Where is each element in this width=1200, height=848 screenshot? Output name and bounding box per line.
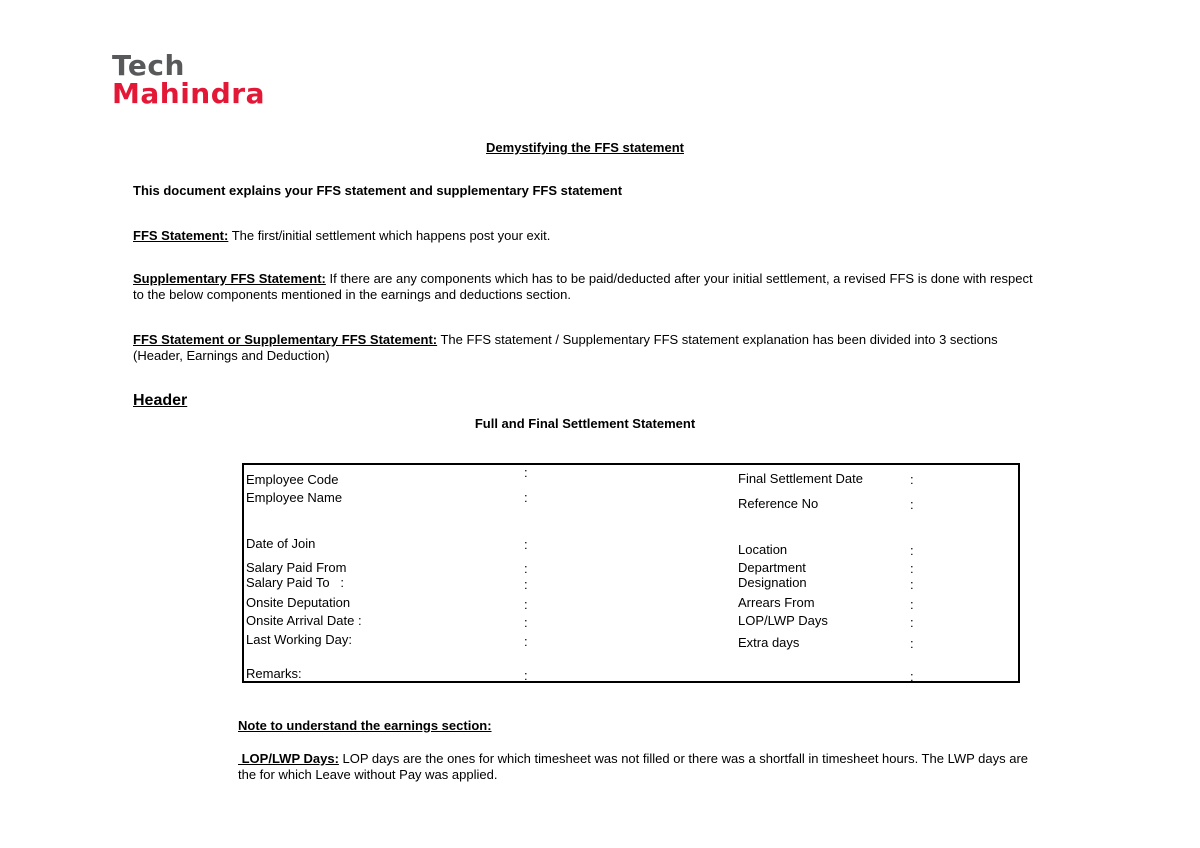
colon-date-of-join: : [524, 537, 528, 552]
label-department: Department [738, 560, 806, 575]
ffs-statement-text: The first/initial settlement which happens post your exit. [228, 228, 551, 243]
label-salary-paid-from: Salary Paid From [246, 560, 347, 575]
label-reference-no: Reference No [738, 496, 819, 511]
label-extra-days: Extra days [738, 635, 800, 650]
colon-remarks-right: : [910, 669, 914, 684]
ffs-statement-label: FFS Statement: [133, 228, 229, 243]
label-arrears-from: Arrears From [738, 595, 815, 610]
label-date-of-join: Date of Join [246, 536, 316, 551]
colon-extra-days: : [910, 636, 914, 651]
header-section-heading: Header [133, 392, 188, 409]
colon-reference-no: : [910, 497, 914, 512]
colon-salary-paid-to: : [524, 577, 528, 592]
lop-lwp-note-label: LOP/LWP Days: [238, 751, 339, 766]
label-remarks: Remarks: [246, 666, 302, 681]
colon-salary-paid-from: : [524, 561, 528, 576]
document-title: Demystifying the FFS statement [486, 140, 684, 155]
lop-lwp-note-text: LOP days are the ones for which timesheet was not filled or there was a shortfall in timesheet hours. The LWP days are the for which Leave without Pay was applied. [238, 751, 1029, 782]
colon-lop-lwp-days: : [910, 615, 914, 630]
ffs-statement-paragraph [133, 228, 1033, 244]
label-employee-code: Employee Code [246, 472, 339, 487]
ffs-or-supplementary-label: FFS Statement or Supplementary FFS Statement: [133, 332, 438, 347]
colon-employee-name: : [524, 490, 528, 505]
colon-remarks: : [524, 668, 528, 683]
tech-mahindra-logo [112, 49, 265, 110]
label-salary-paid-to: Salary Paid To : [246, 575, 345, 590]
logo-line-mahindra: Mahindra [112, 77, 265, 110]
statement-title: Full and Final Settlement Statement [474, 416, 696, 431]
colon-onsite-arrival-date: : [524, 615, 528, 630]
supplementary-ffs-paragraph [133, 271, 1033, 303]
label-final-settlement-date: Final Settlement Date [738, 471, 864, 486]
label-onsite-deputation: Onsite Deputation [246, 595, 351, 610]
label-onsite-arrival-date: Onsite Arrival Date : [246, 613, 362, 628]
ffs-or-supplementary-paragraph [133, 332, 1033, 364]
colon-designation: : [910, 577, 914, 592]
colon-location: : [910, 543, 914, 558]
colon-onsite-deputation: : [524, 597, 528, 612]
label-designation: Designation [738, 575, 807, 590]
colon-department: : [910, 561, 914, 576]
lop-lwp-note-paragraph [238, 751, 1028, 783]
logo-line-tech: Tech [112, 49, 185, 82]
label-lop-lwp-days: LOP/LWP Days [738, 613, 828, 628]
label-employee-name: Employee Name [246, 490, 343, 505]
earnings-note-heading: Note to understand the earnings section: [238, 718, 492, 733]
document-subtitle: This document explains your FFS statement and supplementary FFS statement [133, 183, 623, 198]
colon-last-working-day: : [524, 634, 528, 649]
header-fields-box [242, 463, 1020, 683]
label-last-working-day: Last Working Day: [246, 632, 352, 647]
colon-employee-code: : [524, 465, 528, 480]
ffs-or-supplementary-text: The FFS statement / Supplementary FFS statement explanation has been divided into 3 sections (Header, Earnings and Deduction) [133, 332, 998, 363]
label-location: Location [738, 542, 788, 557]
colon-final-settlement-date: : [910, 472, 914, 487]
supplementary-ffs-text: If there are any components which has to be paid/deducted after your initial settlement, a revised FFS is done with respect to the below components mentioned in the earnings and deductions section. [133, 271, 1033, 302]
colon-arrears-from: : [910, 597, 914, 612]
supplementary-ffs-label: Supplementary FFS Statement: [133, 271, 326, 286]
